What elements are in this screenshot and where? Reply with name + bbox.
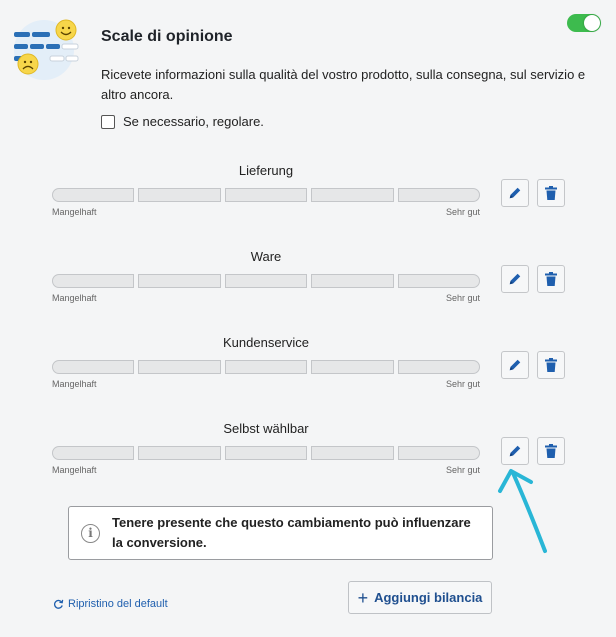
pencil-icon	[508, 444, 522, 458]
conversion-notice	[68, 506, 493, 560]
trash-icon	[545, 272, 557, 286]
scale-segment	[138, 188, 220, 202]
delete-scale-button[interactable]	[537, 351, 565, 379]
description-text: Ricevete informazioni sulla qualità del vostro prodotto, sulla consegna, sul servizio e altro ancora.	[101, 67, 586, 102]
scale-segment	[138, 446, 220, 460]
edit-scale-button[interactable]	[501, 179, 529, 207]
delete-scale-button[interactable]	[537, 437, 565, 465]
delete-scale-button[interactable]	[537, 179, 565, 207]
trash-icon	[545, 444, 557, 458]
page-title: Scale di opinione	[101, 28, 233, 45]
toggle-knob	[584, 15, 600, 31]
scale-segment	[311, 188, 393, 202]
scale-segment	[311, 446, 393, 460]
scale-segment	[311, 360, 393, 374]
checkbox-label: Se necessario, regolare.	[123, 114, 264, 129]
scale-segment	[225, 446, 307, 460]
rating-scale-smiley-icon	[12, 16, 82, 80]
scale-max-label: Sehr gut	[445, 379, 480, 389]
info-icon: i	[81, 524, 100, 543]
trash-icon	[545, 358, 557, 372]
pencil-icon	[508, 358, 522, 372]
adjust-option[interactable]	[101, 114, 264, 129]
edit-scale-button[interactable]	[501, 351, 529, 379]
scale-title: Lieferung	[238, 163, 294, 178]
scale-segments	[52, 360, 480, 374]
scale-max-label: Sehr gut	[445, 465, 480, 475]
scale-segment	[52, 188, 134, 202]
pencil-icon	[508, 186, 522, 200]
scale-selbst-waehlbar	[52, 420, 480, 475]
scale-max-label: Sehr gut	[445, 207, 480, 217]
scale-lieferung	[52, 162, 480, 217]
scale-min-label: Mangelhaft	[52, 293, 97, 303]
scale-segment	[225, 360, 307, 374]
scale-title: Kundenservice	[223, 335, 309, 350]
scale-min-label: Mangelhaft	[52, 207, 97, 217]
annotation-arrow-icon	[495, 465, 555, 557]
scale-segment	[225, 274, 307, 288]
trash-icon	[545, 186, 557, 200]
plus-icon: +	[357, 587, 369, 608]
scale-segment	[398, 188, 480, 202]
delete-scale-button[interactable]	[537, 265, 565, 293]
scale-segment	[52, 274, 134, 288]
scale-segment	[52, 446, 134, 460]
scale-segment	[138, 274, 220, 288]
adjust-checkbox[interactable]	[101, 115, 115, 129]
scale-title: Selbst wählbar	[223, 421, 309, 436]
scale-segment	[311, 274, 393, 288]
notice-text: Tenere presente che questo cambiamento può influenzare la conversione.	[112, 515, 471, 550]
scale-segments	[52, 274, 480, 288]
reset-icon	[53, 599, 64, 610]
scale-segment	[138, 360, 220, 374]
scale-segment	[398, 274, 480, 288]
add-scale-button[interactable]	[348, 581, 492, 614]
scale-segment	[225, 188, 307, 202]
scale-max-label: Sehr gut	[445, 293, 480, 303]
scale-segment	[398, 446, 480, 460]
scale-min-label: Mangelhaft	[52, 465, 97, 475]
scale-segments	[52, 446, 480, 460]
edit-scale-button[interactable]	[501, 265, 529, 293]
pencil-icon	[508, 272, 522, 286]
scale-ware	[52, 248, 480, 303]
edit-scale-button[interactable]	[501, 437, 529, 465]
enable-toggle[interactable]	[567, 14, 601, 32]
scale-segment	[398, 360, 480, 374]
scale-segments	[52, 188, 480, 202]
reset-label: Ripristino del default	[68, 598, 168, 610]
scale-segment	[52, 360, 134, 374]
add-scale-label: Aggiungi bilancia	[374, 590, 483, 605]
scale-kundenservice	[52, 334, 480, 389]
scale-min-label: Mangelhaft	[52, 379, 97, 389]
scale-title: Ware	[250, 249, 282, 264]
reset-default-link[interactable]	[53, 598, 168, 610]
